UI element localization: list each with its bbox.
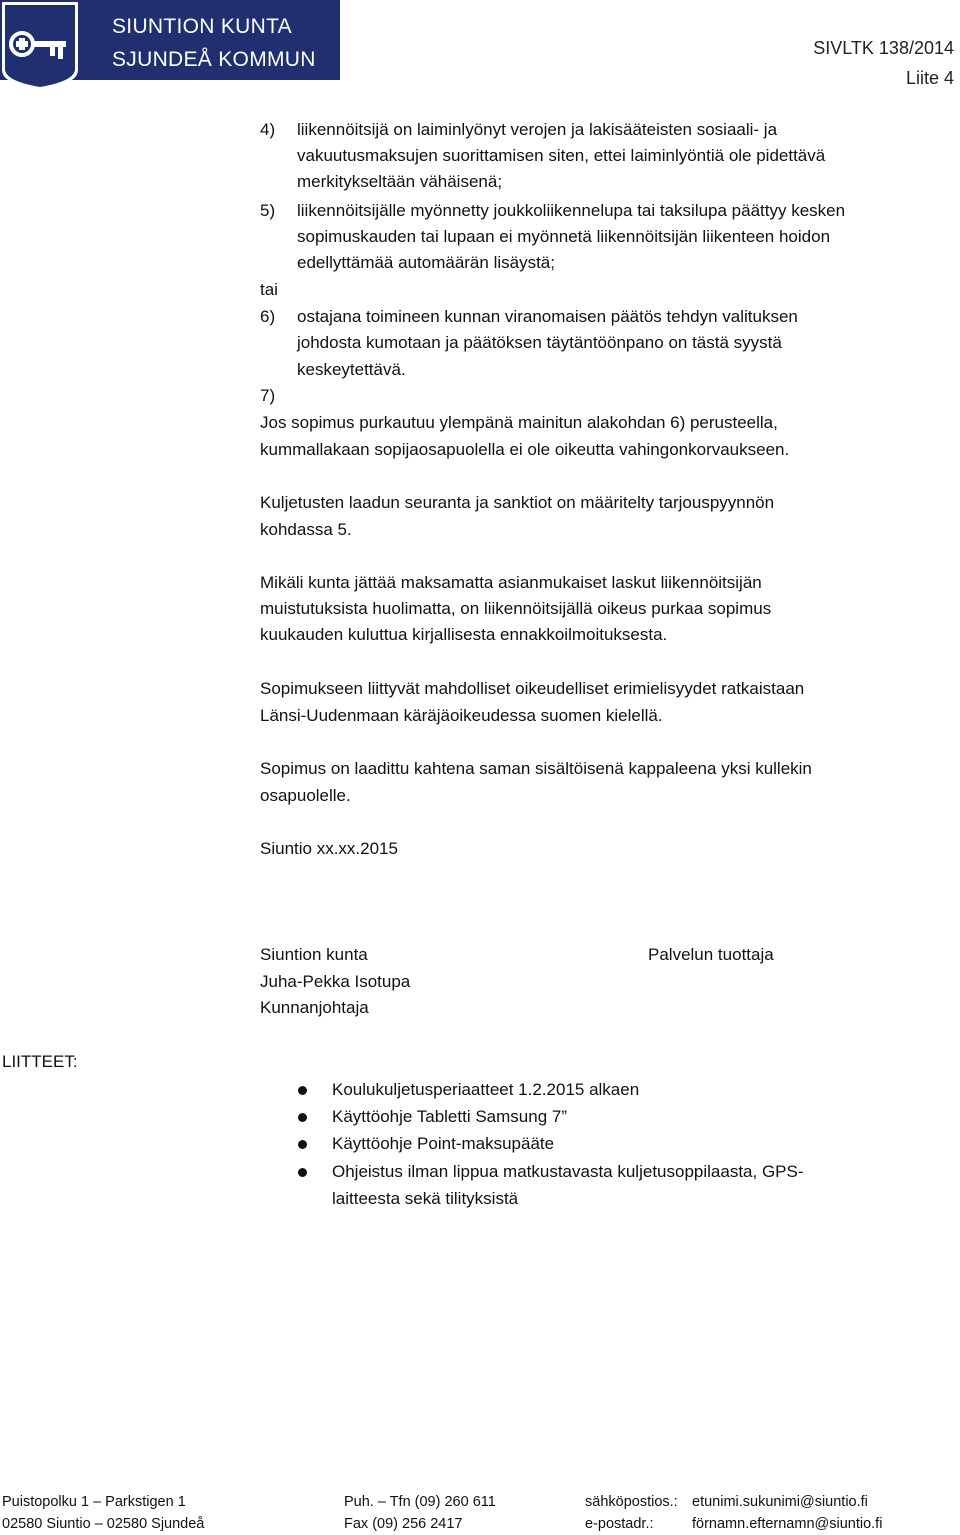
place-date: Siuntio xx.xx.2015	[260, 839, 398, 858]
paragraph-line: kohdassa 5.	[260, 520, 352, 539]
item-4-line: vakuutusmaksujen suorittamisen siten, ettei laiminlyöntiä ole pidettävä	[297, 146, 826, 165]
item-number: 7)	[260, 386, 276, 405]
paragraph-line: Sopimus on laadittu kahtena saman sisältöisenä kappaleena yksi kullekin	[260, 759, 812, 778]
footer-fax: Fax (09) 256 2417	[344, 1516, 463, 1532]
attachment-item: Koulukuljetusperiaatteet 1.2.2015 alkaen	[332, 1080, 640, 1099]
item-number: 4)	[260, 120, 276, 139]
organization-name-fi: SIUNTION KUNTA	[112, 15, 292, 38]
bullet-icon	[298, 1140, 307, 1149]
item-6-line: ostajana toimineen kunnan viranomaisen päätös tehdyn valituksen	[297, 307, 798, 326]
item-5-line: edellyttämää automäärän lisäystä;	[297, 253, 555, 272]
footer-epost-value: förnamn.efternamn@siuntio.fi	[692, 1516, 883, 1532]
paragraph-line: kummallakaan sopijaosapuolella ei ole oikeutta vahingonkorvaukseen.	[260, 440, 790, 459]
document-reference: SIVLTK 138/2014	[813, 38, 954, 58]
appendix-label: Liite 4	[905, 68, 954, 88]
signature-provider: Palvelun tuottaja	[648, 945, 774, 964]
paragraph-line: osapuolelle.	[260, 786, 351, 805]
footer-address-line-1: Puistopolku 1 – Parkstigen 1	[2, 1494, 186, 1510]
organization-name	[112, 10, 316, 76]
footer-email-label: sähköpostios.:	[585, 1494, 678, 1510]
paragraph-line: Sopimukseen liittyvät mahdolliset oikeudelliset erimielisyydet ratkaistaan	[260, 679, 805, 698]
item-6-line: keskeytettävä.	[297, 360, 406, 379]
bullet-icon	[298, 1113, 307, 1122]
item-4-line: merkitykseltään vähäisenä;	[297, 172, 503, 191]
municipal-coat-of-arms-icon	[0, 0, 80, 92]
bullet-icon	[298, 1086, 307, 1095]
signature-title: Kunnanjohtaja	[260, 998, 369, 1017]
item-6-line: johdosta kumotaan ja päätöksen täytäntöönpano on tästä syystä	[297, 333, 782, 352]
footer-phone: Puh. – Tfn (09) 260 611	[344, 1494, 496, 1510]
paragraph-line: Länsi-Uudenmaan käräjäoikeudessa suomen kielellä.	[260, 706, 663, 725]
item-number: 6)	[260, 307, 276, 326]
item-4-line: liikennöitsijä on laiminlyönyt verojen ja lakisääteisten sosiaali- ja	[297, 120, 778, 139]
paragraph-line: Mikäli kunta jättää maksamatta asianmukaiset laskut liikennöitsijän	[260, 573, 762, 592]
signature-organization: Siuntion kunta	[260, 945, 368, 964]
paragraph-line: kuukauden kuluttua kirjallisesta ennakkoilmoituksesta.	[260, 625, 668, 644]
attachment-item: Ohjeistus ilman lippua matkustavasta kuljetusoppilaasta, GPS-	[332, 1162, 804, 1181]
attachment-item-continued: laitteesta sekä tilityksistä	[332, 1189, 519, 1208]
footer-epost-label: e-postadr.:	[585, 1516, 654, 1532]
item-number: 5)	[260, 201, 276, 220]
paragraph-line: muistutuksista huolimatta, on liikennöitsijällä oikeus purkaa sopimus	[260, 599, 772, 618]
item-5-line: liikennöitsijälle myönnetty joukkoliikennelupa tai taksilupa päättyy kesken	[297, 201, 846, 220]
paragraph-line: Kuljetusten laadun seuranta ja sanktiot on määritelty tarjouspyynnön	[260, 493, 775, 512]
organization-name-sv: SJUNDEÅ KOMMUN	[112, 48, 316, 71]
attachment-item: Käyttöohje Tabletti Samsung 7”	[332, 1107, 567, 1126]
footer-email-value: etunimi.sukunimi@siuntio.fi	[692, 1494, 868, 1510]
paragraph-line: Jos sopimus purkautuu ylempänä mainitun alakohdan 6) perusteella,	[260, 413, 778, 432]
item-5-line: sopimuskauden tai lupaan ei myönnetä liikennöitsijän liikenteen hoidon	[297, 227, 831, 246]
bullet-icon	[298, 1168, 307, 1177]
footer-address-line-2: 02580 Siuntio – 02580 Sjundeå	[2, 1516, 205, 1532]
connector-word: tai	[260, 280, 278, 299]
attachment-item: Käyttöohje Point-maksupääte	[332, 1134, 555, 1153]
signature-person: Juha-Pekka Isotupa	[260, 972, 411, 991]
attachments-heading: LIITTEET:	[2, 1052, 78, 1071]
